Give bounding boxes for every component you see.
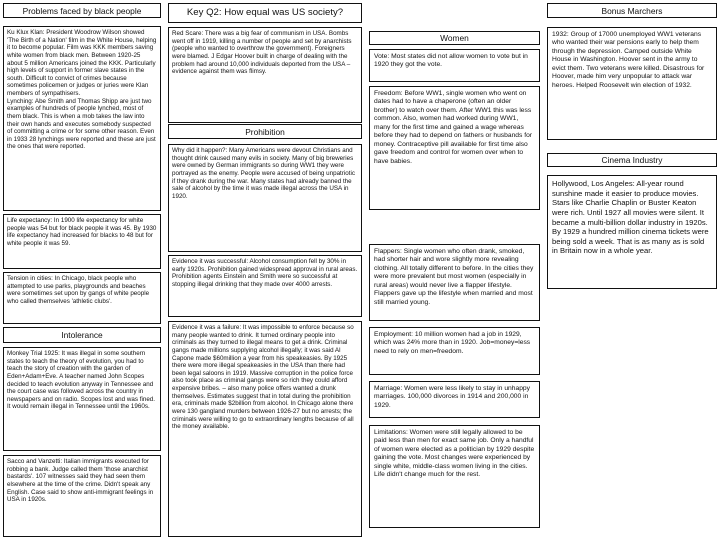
prohibition-failure-box: Evidence it was a failure: It was impossible to enforce because so many people wanted to drink. It turned ordinary people into criminals as they turned to illegal means to get a drink. Criminal gangs made millions supplying alcohol illegally; it was said Al Capone made $60million a year from his speakeasies. By 1925 there were more illegal speakeasies in the USA than there had been legal saloons in 1919. Massive corruption in the police force also took place as criminal gangs were so rich they could afford expensive bribes. – also many police offers wanted a drunk themselves. Estimates suggest that in total during the prohibition era, criminals made $2billion from alcohol. In Chicago alone there were 130 gangland murders between 1926-27 but no arrests; the criminals were willing to go to extraordinary lengths because of all the money available. (168, 321, 362, 537)
marriage-box: Marriage: Women were less likely to stay in unhappy marriages. 100,000 divorces in 1914 and 200,000 in 1929. (369, 381, 540, 418)
life-expectancy-box: Life expectancy: In 1900 life expectancy for white people was 54 but for black people it was 45. By 1930 life expectancy had increased for blacks to 48 but for white people it was 59. (3, 214, 161, 269)
women-vote-box: Vote: Most states did not allow women to vote but in 1920 they got the vote. (369, 49, 540, 82)
bonus-marchers-box: 1932: Group of 17000 unemployed WW1 veterans who wanted their war pensions early to help them through the depression. Camped outside White House in Washington. Hoover sent in the army to evict them. Two veterans were killed. Disastrous for Hoover, made him very unpopular to attack war heroes. Helped Roosevelt win election of 1932. (547, 27, 717, 140)
problems-header: Problems faced by black people (3, 3, 161, 18)
cinema-header: Cinema Industry (547, 153, 717, 167)
cinema-box: Hollywood, Los Angeles: All-year round sunshine made it easier to produce movies. Stars like Charlie Chaplin or Buster Keaton were rich. Until 1927 all movies were silent. It became a multi-billion dollar industry in 1920s. By 1929 a hundred million cinema tickets were being sold a week. That is as many as is sold in Britain now in a whole year. (547, 175, 717, 289)
flappers-box: Flappers: Single women who often drank, smoked, had shorter hair and wore slightly more revealing clothing. All totally different to before. In the cities they were more prevalent but most women (especially in rural areas) would never live a flapper lifestyle. Flappers gave up the lifestyle when married and most still married young. (369, 244, 540, 321)
red-scare-box: Red Scare: There was a big fear of communism in USA. Bombs went off in 1919, killing a number of people and set by anarchists (people who wanted to overthrow the government). Foreigners were blamed. J Edgar Hoover built in charge of dealing with the problem had around 10,000 individuals deported from the USA – evidence against them was flimsy. (168, 27, 362, 123)
prohibition-success-box: Evidence it was successful: Alcohol consumption fell by 30% in early 1920s. Prohibition gained widespread approval in rural areas. Prohibition agents Einstein and Smith were so successful at stopping illegal drinking that they made over 4000 arrests. (168, 255, 362, 317)
monkey-trial-box: Monkey Trial 1925: It was illegal in some southern states to teach the theory of evolution, you had to teach the story of creation with the garden of Eden+Adam+Eve. A teacher named John Scopes decided to teach evolution anyway in Tennessee and the court case was followed across the country in newspapers and on radio. Scopes lost and was fined. It would remain illegal in Tennessee until the 1960s. (3, 347, 161, 451)
women-header: Women (369, 31, 540, 45)
limitations-box: Limitations: Women were still legally allowed to be paid less than men for exact same job. Only a handful of women were elected as a politician by 1929 despite gaining the vote. Most changes were experienced by single white, middle-class women living in the cities. Life didn't change much for the rest. (369, 425, 540, 528)
tension-cities-box: Tension in cities: In Chicago, black people who attempted to use parks, playgrounds and beaches were sometimes set upon by gangs of white people who called themselves 'athletic clubs'. (3, 272, 161, 324)
bonus-marchers-header: Bonus Marchers (547, 3, 717, 18)
women-freedom-box: Freedom: Before WW1, single women who went on dates had to have a chaperone (often an older brother) to watch over them. After WW1 this was less common. Also, women had worked during WW1, many for the first time and gained a wage whereas before they had to depend on fathers or husbands for money. Contraceptive pill available for first time also gave freedom and control for women over when to have babies. (369, 86, 540, 210)
sacco-vanzetti-box: Sacco and Vanzetti: Italian immigrants executed for robbing a bank. Judge called them 'those anarchist bastards'. 107 witnesses said they had seen them elsewhere at the time of the crime. Didn't speak any English. Case said to show anti-immigrant feelings in USA in 1920s. (3, 455, 161, 537)
prohibition-why-box: Why did it happen?: Many Americans were devout Christians and thought drink caused many evils in society. Many of big breweries were owned by German immigrants so during WW1 they were portrayed as the enemy. People were accused of being unpatriotic if they drank during the war. Many states had already banned the sale of alcohol by the time it was made illegal across the USA in 1920. (168, 144, 362, 252)
prohibition-header: Prohibition (168, 124, 362, 139)
page-title: Key Q2: How equal was US society? (168, 3, 362, 23)
kkk-lynching-box: Ku Klux Klan: President Woodrow Wilson showed 'The Birth of a Nation' film in the White House, helping it to become popular. Film was KKK members saving white women from black men. Between 1920-25 about 5 million Americans joined the KKK. Particularly high levels of support in former slave states in the south. Difficult to convict of crimes because sometimes policemen or judges or juries were Klan members of sympathisers. Lynching: Abe Smith and Thomas Shipp are just two examples of hundreds of people lynched, most of them black. This is when a mob takes the law into their own hands and executes somebody suspected of committing a crime or for some other reason. Even in 1933 28 lynchings were reported and these are just the ones that were reported. (3, 26, 161, 211)
employment-box: Employment: 10 million women had a job in 1929, which was 24% more than in 1920. Job=money=less need to rely on men=freedom. (369, 327, 540, 375)
intolerance-header: Intolerance (3, 327, 161, 343)
